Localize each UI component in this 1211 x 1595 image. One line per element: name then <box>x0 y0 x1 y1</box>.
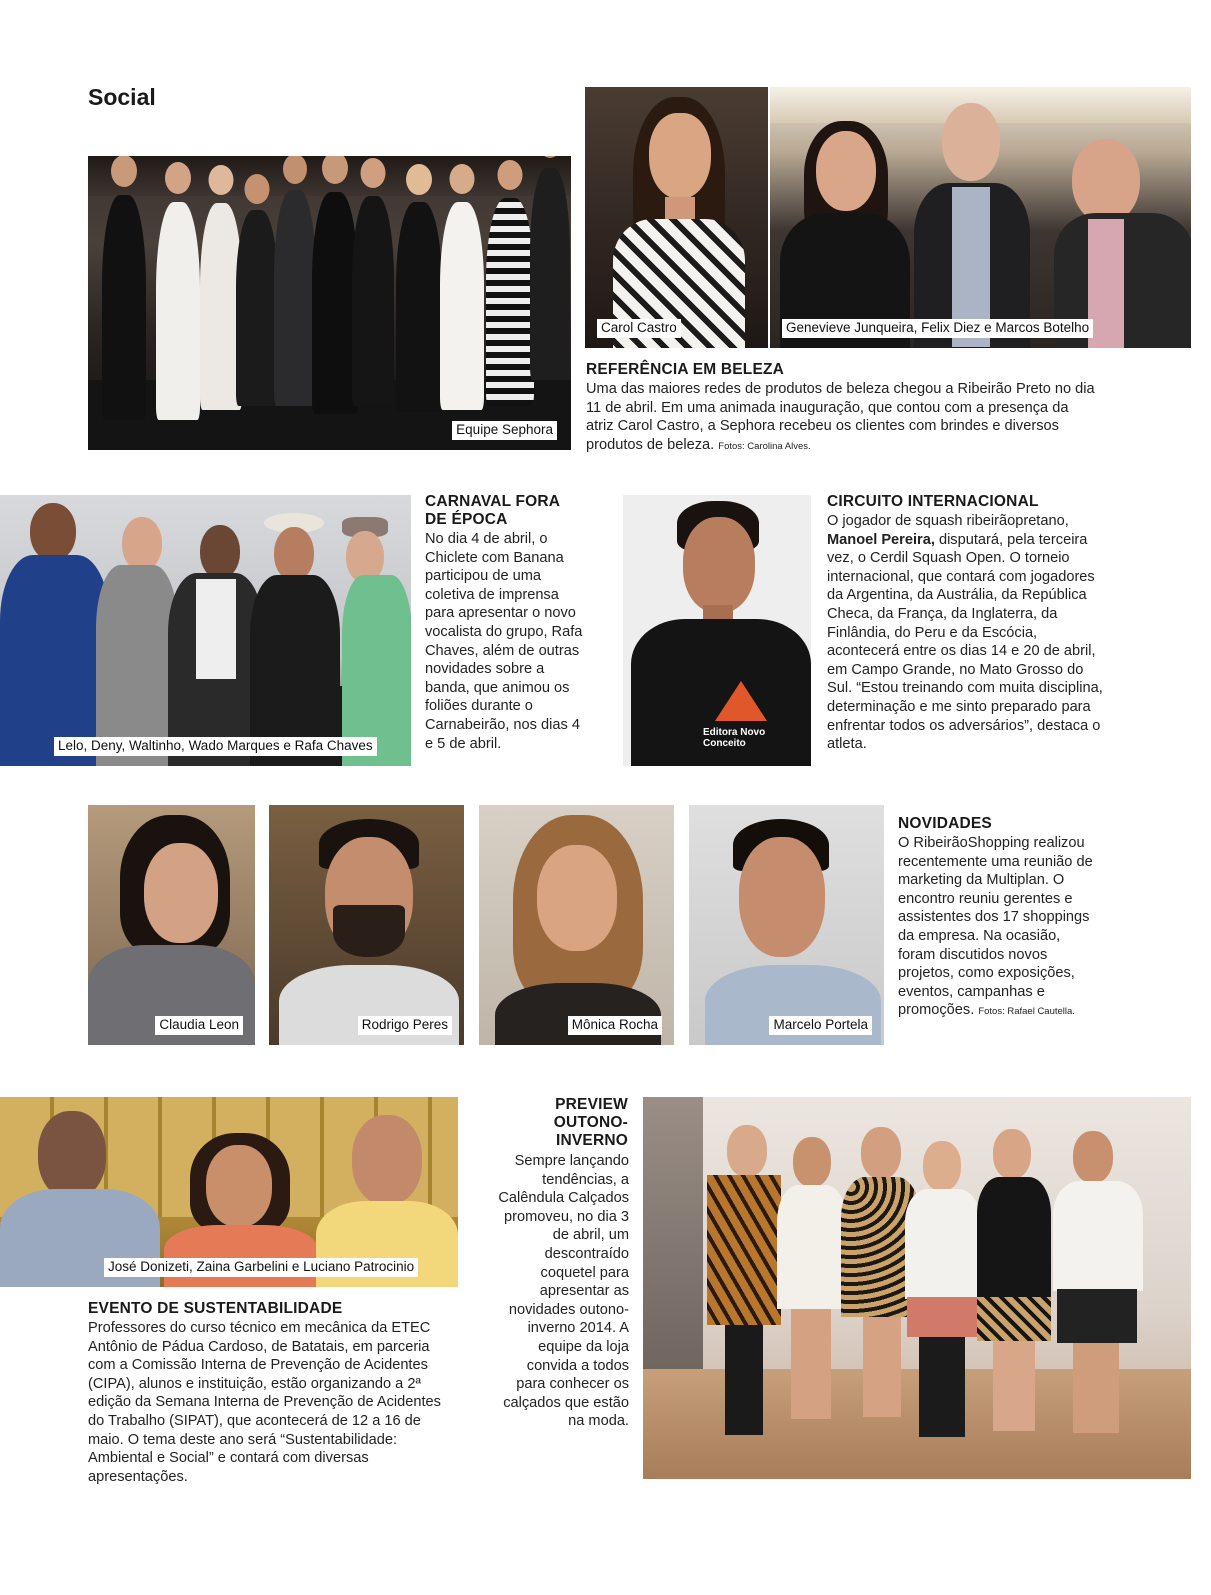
shirt-text: Editora Novo Conceito <box>703 727 766 749</box>
photo-carnaval <box>0 495 411 766</box>
heading-preview-line2: OUTONO- <box>553 1114 628 1131</box>
caption-sustentabilidade: José Donizeti, Zaina Garbelini e Luciano Patrocinio <box>104 1258 418 1277</box>
photo-sustentabilidade <box>0 1097 458 1287</box>
photo-carol-castro <box>585 87 768 348</box>
heading-carnaval-line1: CARNAVAL FORA <box>425 493 561 510</box>
text-novidades <box>898 834 1098 1022</box>
heading-preview-line3: INVERNO <box>555 1132 628 1149</box>
caption-rodrigo-peres: Rodrigo Peres <box>358 1016 452 1035</box>
text-circuito-internacional <box>827 512 1109 754</box>
caption-equipe-sephora: Equipe Sephora <box>452 421 557 440</box>
credit-beleza: Fotos: Carolina Alves. <box>718 440 811 452</box>
text-referencia-em-beleza <box>586 380 1096 456</box>
photo-equipe-sephora <box>88 156 571 450</box>
heading-preview-outono-inverno <box>500 1096 628 1150</box>
body-sustentabilidade: Professores do curso técnico em mecânica da ETEC Antônio de Pádua Cardoso, de Batatais, em parceria com a Comissão Interna de Prevenção de Acidentes (CIPA), alunos e instituição, estão organizando a 2ª edição da Semana Interna de Prevenção de Acidentes do Trabalho (SIPAT), que acontecerá de 12 a 16 de maio. O tema deste ano será “Sustentabilidade: Ambiental e Social” e contará com diversas apresentações. <box>88 1320 441 1485</box>
body-circuito-after: disputará, pela terceira vez, o Cerdil Squash Open. O torneio internacional, que contará com jogadores da Argentina, da Austrália, da República Checa, da França, da Inglaterra, da Finlândia, do Peru e da Escócia, acontecerá entre os dias 14 e 20 de abril, em Campo Grande, no Mato Grosso do Sul. “Estou treinando com muita disciplina, determinação e me sinto preparado para enfrentar todos os adversários”, destaca o atleta. <box>827 531 1103 753</box>
credit-novidades: Fotos: Rafael Cautella. <box>978 1006 1075 1018</box>
heading-evento-de-sustentabilidade: EVENTO DE SUSTENTABILIDADE <box>88 1300 343 1317</box>
caption-monica-rocha: Mônica Rocha <box>568 1016 662 1035</box>
photo-manoel-pereira <box>623 495 811 766</box>
caption-marcelo-portela: Marcelo Portela <box>769 1016 872 1035</box>
photo-monica-rocha <box>479 805 674 1045</box>
caption-genevieve-felix-marcos: Genevieve Junqueira, Felix Diez e Marcos Botelho <box>782 319 1093 338</box>
body-circuito-before: O jogador de squash ribeirãopretano, <box>827 513 1069 529</box>
heading-circuito-internacional: CIRCUITO INTERNACIONAL <box>827 493 1039 510</box>
photo-marcelo-portela <box>689 805 884 1045</box>
body-circuito-name: Manoel Pereira, <box>827 531 935 548</box>
heading-referencia-em-beleza: REFERÊNCIA EM BELEZA <box>586 361 785 378</box>
photo-rodrigo-peres <box>269 805 464 1045</box>
caption-carnaval: Lelo, Deny, Waltinho, Wado Marques e Rafa Chaves <box>54 737 377 756</box>
body-preview: Sempre lançando tendências, a Calêndula Calçados promoveu, no dia 3 de abril, um descontraído coquetel para apresentar as novidades outono-inverno 2014. A equipe da loja convida a todos para conhecer os calçados que estão na moda. <box>498 1153 629 1430</box>
section-title: Social <box>88 84 156 110</box>
body-referencia-em-beleza: Uma das maiores redes de produtos de beleza chegou a Ribeirão Preto no dia 11 de abril. Em uma animada inauguração, que contou com a presença da atriz Carol Castro, a Sephora recebeu os clientes com brindes e diversos produtos de beleza. <box>586 381 1095 453</box>
photo-preview-outono-inverno <box>643 1097 1191 1479</box>
heading-carnaval-fora-de-epoca <box>425 493 560 529</box>
body-carnaval: No dia 4 de abril, o Chiclete com Banana participou de uma coletiva de imprensa para apresentar o novo vocalista do grupo, Rafa Chaves, além de outras novidades sobre a banda, que animou os foliões durante o Carnabeirão, nos dias 4 e 5 de abril. <box>425 531 583 752</box>
photo-claudia-leon <box>88 805 255 1045</box>
heading-carnaval-line2: DE ÉPOCA <box>425 511 508 528</box>
heading-novidades: NOVIDADES <box>898 815 992 832</box>
heading-preview-line1: PREVIEW <box>555 1096 628 1113</box>
caption-carol-castro: Carol Castro <box>597 319 681 338</box>
body-novidades: O RibeirãoShopping realizou recentemente uma reunião de marketing da Multiplan. O encontro reuniu gerentes e assistentes dos 17 shoppings da empresa. Na ocasião, foram discutidos novos projetos, como exposições, eventos, campanhas e promoções. <box>898 835 1093 1019</box>
caption-claudia-leon: Claudia Leon <box>155 1016 243 1035</box>
photo-genevieve-felix-marcos <box>770 87 1191 348</box>
